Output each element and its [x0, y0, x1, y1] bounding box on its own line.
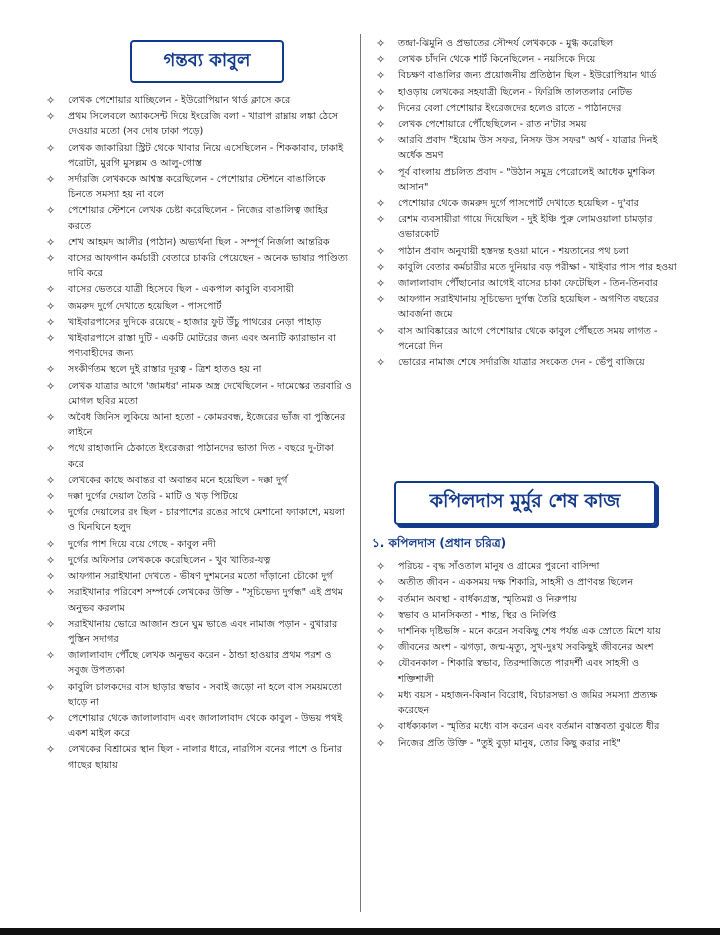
list-item-text: দুর্গের দেয়ালের রং ছিল - চারপাশের রঙের সাথে মেশানো ফ্যাকাশে, ময়লা ও ঘিনঘিনে হলুদ: [68, 507, 345, 534]
section-heading: ১. কপিলদাস (প্রধান চরিত্র): [372, 536, 507, 551]
list-item-text: পেশোয়ার স্টেশনে লেখক চেষ্টা করেছিলেন - নিজের বাঙালিত্ব জাহির করতে: [68, 205, 329, 232]
list-item-text: লেখক চাঁদনি থেকে শার্ট কিনেছিলেন - নয়সিকে দিয়ে: [398, 54, 596, 66]
list-item-text: খাইবারপাসে রাস্তা দুটি - একটি মোটরের জন্য এবং অন্যটি ক্যারাভান বা পণ্যবাহীদের জন্য: [68, 333, 337, 360]
list-item: [372, 133, 677, 163]
diamond-bullet-icon: ✧: [376, 244, 386, 258]
diamond-bullet-icon: ✧: [46, 379, 56, 393]
diamond-bullet-icon: ✧: [376, 69, 386, 83]
right-title: কপিলদাস মুর্মুর শেষ কাজ: [394, 481, 656, 525]
diamond-bullet-icon: ✧: [376, 324, 386, 338]
list-item: [42, 235, 352, 250]
diamond-bullet-icon: ✧: [46, 411, 56, 425]
list-item-text: দিনের বেলা পেশোয়ার ইংরেজদের হলেও রাতে - পাঠানদের: [398, 102, 622, 114]
diamond-bullet-icon: ✧: [46, 141, 56, 155]
list-item: [42, 648, 352, 678]
list-item: [42, 362, 352, 377]
diamond-bullet-icon: ✧: [376, 608, 386, 622]
list-item: [42, 569, 352, 584]
diamond-bullet-icon: ✧: [376, 134, 386, 148]
list-item: [372, 736, 677, 751]
list-item-text: বার্ধক্যকাল - স্মৃতির মধ্যে বাস করেন এবং বর্তমান বাস্তবতা বুঝতে ধীর: [398, 721, 660, 733]
spacer: [372, 371, 677, 481]
list-item: [42, 109, 352, 139]
list-item-text: শেখ আহমদ আলীর (পাঠান) অভ্যর্থনা ছিল - সম্পূর্ণ নির্জলা আন্তরিক: [68, 236, 330, 248]
list-item-text: খাইবারপাসের দুদিকে রয়েছে - হাজার ফুট উঁচু পাথরের নেড়া পাহাড়: [68, 316, 322, 328]
list-item-text: দক্কা দুর্গের দেয়াল তৈরি - মাটি ও খড় পিটিয়ে: [68, 491, 238, 503]
list-item-text: অবৈধ জিনিস লুকিয়ে আনা হতো - কোমরবন্ধ, ইজেরের ভাঁজ বা পুস্তিনের লাইনে: [68, 412, 346, 439]
list-item: [372, 276, 677, 291]
list-item: [372, 292, 677, 322]
list-item: [372, 324, 677, 354]
left-title: গন্তব্য কাবুল: [130, 40, 284, 83]
list-item-text: সংকীর্ণতম স্থলে দুই রাস্তার দূরত্ব - ত্রিশ হাতও হয় না: [68, 364, 262, 376]
list-item: [42, 680, 352, 710]
diamond-bullet-icon: ✧: [46, 473, 56, 487]
list-item-text: সর্দারজি লেখককে আশ্বস্ত করেছিলেন - পেশোয়ার স্টেশনে বাঙালিকে চিনতে সমস্যা হয় না বলে: [68, 174, 326, 201]
diamond-bullet-icon: ✧: [46, 537, 56, 551]
diamond-bullet-icon: ✧: [376, 356, 386, 370]
list-item-text: অতীত জীবন - একসময় দক্ষ শিকারি, সাহসী ও প্রাণবন্ত ছিলেন: [398, 577, 634, 589]
list-item: [42, 585, 352, 615]
list-item-text: দার্শনিক দৃষ্টিভঙ্গি - মনে করেন সবকিছু শেষ পর্যন্ত এক স্রোতে মিশে যায়: [398, 626, 661, 638]
diamond-bullet-icon: ✧: [376, 688, 386, 702]
diamond-bullet-icon: ✧: [46, 649, 56, 663]
list-item-text: জালালাবাদ পৌঁছানোর আগেই বাসের চাকা ফেটেছিল - তিন-তিনবার: [398, 278, 658, 290]
diamond-bullet-icon: ✧: [46, 173, 56, 187]
list-item: [42, 473, 352, 488]
list-item: [42, 93, 352, 108]
left-column: [42, 34, 352, 774]
diamond-bullet-icon: ✧: [46, 235, 56, 249]
list-item-text: কাবুলি বেতার কর্মচারীর মতে দুনিয়ার বড় পরীক্ষা - খাইবার পাস পার হওয়া: [398, 261, 677, 273]
list-item-text: দুর্গের অফিসার লেখককে করেছিলেন - খুব খাতির-যত্ন: [68, 554, 271, 566]
diamond-bullet-icon: ✧: [376, 641, 386, 655]
diamond-bullet-icon: ✧: [376, 118, 386, 132]
list-item-text: হাওড়ায় লেখকের সহযাত্রী ছিলেন - ফিরিঙ্গি তালতলার নেটিভ: [398, 86, 633, 98]
list-item-text: পথে রাহাজানি ঠেকাতে ইংরেজরা পাঠানদের ভাতা দিত - বছরে দু-টাকা করে: [68, 443, 334, 470]
diamond-bullet-icon: ✧: [376, 165, 386, 179]
diamond-bullet-icon: ✧: [46, 110, 56, 124]
list-item-text: পূর্ব বাংলায় প্রচলিত প্রবাদ - "উঠান সমুদ্র পেরোলেই আধেক মুশকিল আসান": [398, 166, 655, 193]
bottom-rule: [0, 928, 720, 935]
list-item: [42, 379, 352, 409]
diamond-bullet-icon: ✧: [46, 332, 56, 346]
diamond-bullet-icon: ✧: [376, 85, 386, 99]
list-item-text: আফগান সরাইখানায় সূচিভেদ্য দুর্গন্ধ তৈরি হয়েছিল - অগণিত বছরের আবর্জনা জমে: [398, 294, 659, 321]
list-item: [42, 172, 352, 202]
list-item: [372, 52, 677, 67]
list-item: [42, 251, 352, 281]
diamond-bullet-icon: ✧: [46, 442, 56, 456]
diamond-bullet-icon: ✧: [376, 560, 386, 574]
diamond-bullet-icon: ✧: [376, 197, 386, 211]
list-item: [42, 203, 352, 233]
list-item-text: পেশোয়ার থেকে জালালাবাদ এবং জালালাবাদ থেকে কাবুল - উভয় পথই একশ মাইল করে: [68, 712, 343, 740]
diamond-bullet-icon: ✧: [376, 576, 386, 590]
list-item-text: দুর্গের পাশ দিয়ে বয়ে গেছে - কাবুল নদী: [68, 538, 216, 550]
list-item: [372, 244, 677, 259]
list-item: [372, 165, 677, 195]
diamond-bullet-icon: ✧: [376, 625, 386, 639]
right-column: [372, 36, 677, 752]
list-item-text: লেখক যাত্রার আগে 'জামধর' নামক অস্ত্র দেখেছিলেন - দামেস্কের তরবারি ও মোগল ছবির মতো: [68, 380, 352, 407]
diamond-bullet-icon: ✧: [46, 204, 56, 218]
list-item-text: স্বভাব ও মানসিকতা - শান্ত, স্থির ও নির্লিপ্ত: [398, 609, 557, 621]
list-item-text: ভোরের নামাজ শেষে সর্দারজি যাত্রার সংকেত দেন - ভেঁপু বাজিয়ে: [398, 357, 645, 369]
list-item-text: জীবনের অংশ - ঝগড়া, জন্ম-মৃত্যু, সুখ-দুঃখ সবকিছুই জীবনের অংশ: [398, 642, 654, 654]
list-item: [42, 331, 352, 361]
list-item-text: লেখক পেশোয়ার যাচ্ছিলেন - ইউরোপিয়ান থার্ড ক্লাসে করে: [68, 95, 291, 106]
list-item: [372, 624, 677, 639]
list-item-text: মধ্য বয়স - মহাজন-কিষান বিরোধ, বিচারসভা ও জমির সমস্যা প্রত্যক্ষ করেছেন: [398, 689, 658, 717]
list-item-text: সরাইখানায় ভোরে আজান শুনে ঘুম ভাঙে এবং নামাজ পড়ান - বুখারার পুস্তিন সদাগর: [68, 618, 338, 645]
diamond-bullet-icon: ✧: [46, 743, 56, 757]
list-item-text: তন্দ্রা-ঝিমুনি ও প্রভাতের সৌন্দর্য লেখককে - মুগ্ধ করেছিল: [398, 38, 614, 49]
diamond-bullet-icon: ✧: [46, 490, 56, 504]
list-item-text: পেশোয়ার থেকে জমরুদ দুর্গে পাসপোর্ট দেখাতে হয়েছিল - দু'বার: [398, 198, 639, 210]
diamond-bullet-icon: ✧: [376, 277, 386, 291]
list-item: [372, 85, 677, 100]
list-item-text: বাসের ভেতরে যাত্রী হিসেবে ছিল - একপাল কাবুলি ব্যবসায়ী: [68, 284, 294, 296]
diamond-bullet-icon: ✧: [376, 37, 386, 50]
list-item: [42, 441, 352, 471]
list-item: [42, 299, 352, 314]
list-item: [372, 656, 677, 686]
list-item-text: যৌবনকাল - শিকারি স্বভাব, তিরন্দাজিতে পারদর্শী এবং সাহসী ও শক্তিশালী: [398, 658, 640, 685]
list-item-text: পরিচয় - বৃদ্ধ সাঁওতাল মানুষ ও গ্রামের পুরনো বাসিন্দা: [398, 561, 600, 573]
list-item: [372, 212, 677, 242]
diamond-bullet-icon: ✧: [46, 299, 56, 313]
diamond-bullet-icon: ✧: [46, 506, 56, 520]
list-item: [372, 592, 677, 607]
list-item-text: বাস আবিষ্কারের আগে পেশোয়ার থেকে কাবুল পৌঁছতে সময় লাগত - পনেরো দিন: [398, 325, 658, 352]
list-item: [372, 640, 677, 655]
diamond-bullet-icon: ✧: [376, 657, 386, 671]
list-item: [372, 719, 677, 734]
list-item: [372, 68, 677, 83]
left-bullet-list: [42, 93, 352, 773]
list-item: [42, 315, 352, 330]
list-item: [42, 537, 352, 552]
list-item: [42, 505, 352, 535]
list-item-text: জালালাবাদ পৌঁছে লেখক অনুভব করেন - ঠান্ডা হাওয়ার প্রথম পরশ ও সবুজ উপত্যকা: [68, 650, 332, 677]
diamond-bullet-icon: ✧: [46, 680, 56, 694]
list-item-text: আফগান সরাইখানা দেখতে - ভীষণ দুশমনের মতো দাঁড়ানো চৌকো দুর্গ: [68, 571, 333, 583]
list-item: [372, 196, 677, 211]
right-bullet-list-top: [372, 36, 677, 370]
diamond-bullet-icon: ✧: [46, 283, 56, 297]
diamond-bullet-icon: ✧: [46, 252, 56, 266]
diamond-bullet-icon: ✧: [46, 553, 56, 567]
diamond-bullet-icon: ✧: [376, 213, 386, 227]
list-item: [372, 260, 677, 275]
list-item: [372, 117, 677, 132]
diamond-bullet-icon: ✧: [376, 720, 386, 734]
list-item-text: লেখকের বিশ্রামের স্থান ছিল - নালার ধারে, নারগিস বনের পাশে ও চিনার গাছের ছায়ায়: [68, 744, 343, 771]
diamond-bullet-icon: ✧: [46, 94, 56, 107]
list-item-text: নিজের প্রতি উক্তি - "তুই বুড়া মানুষ, তোর কিছু করার নাই": [398, 737, 621, 749]
diamond-bullet-icon: ✧: [376, 260, 386, 274]
diamond-bullet-icon: ✧: [376, 53, 386, 67]
column-divider: [360, 34, 361, 912]
list-item: [372, 355, 677, 370]
list-item: [372, 101, 677, 116]
list-item: [372, 36, 677, 51]
list-item-text: সরাইখানার পরিবেশ সম্পর্কে লেখকের উক্তি - "সূচিভেদ্য দুর্গন্ধ" এই প্রথম অনুভব করলাম: [68, 587, 344, 614]
list-item: [42, 282, 352, 297]
list-item-text: বিচক্ষণ বাঙালির জন্য প্রয়োজনীয় প্রতিষ্ঠান ছিল - ইউরোপিয়ান থার্ড: [398, 70, 657, 82]
diamond-bullet-icon: ✧: [46, 617, 56, 631]
list-item-text: প্রথম সিলেবলে অ্যাকসেন্ট দিয়ে ইংরেজি বলা - খারাপ রাম্নায় লঙ্কা ঠেসে দেওয়ার মতো (সব দোষ ঢাকা পড়ে): [68, 111, 339, 138]
list-item: [372, 688, 677, 718]
diamond-bullet-icon: ✧: [376, 293, 386, 307]
diamond-bullet-icon: ✧: [376, 736, 386, 750]
diamond-bullet-icon: ✧: [376, 592, 386, 606]
diamond-bullet-icon: ✧: [376, 101, 386, 115]
list-item: [372, 608, 677, 623]
list-item: [42, 410, 352, 440]
list-item: [42, 711, 352, 741]
list-item-text: বাসের আফগান কর্মচারী বেতারে চাকরি পেয়েছেন - অনেক ভাষার পাণ্ডিত্য দাবি করে: [68, 253, 348, 280]
list-item-text: বর্তমান অবস্থা - বার্ধক্যগ্রস্ত, স্মৃতিমগ্ন ও নিরুপায়: [398, 593, 577, 605]
list-item-text: আরবি প্রবাদ "ইয়োম উস সফর, নিসফ উস সফর" অর্থ - যাত্রার দিনই অর্ধেক ভ্রমণ: [398, 135, 658, 162]
list-item-text: লেখক জাকারিয়া স্ট্রিট থেকে খাবার নিয়ে এসেছিলেন - শিককাবাব, ঢাকাই পরোটা, মুরগি মুসল্লম ও আলু-গোস্ত: [68, 142, 344, 169]
list-item-text: রেশম ব্যবসায়ীরা গায়ে দিয়েছিল - দুই ইঞ্চি পুরু লোমওয়ালা চামড়ার ওভারকোট: [398, 214, 653, 241]
list-item-text: পাঠান প্রবাদ অনুযায়ী হস্তদন্ত হওয়া মানে - শয়তানের পথ চলা: [398, 245, 629, 257]
right-bullet-list-bottom: [372, 559, 677, 750]
diamond-bullet-icon: ✧: [46, 570, 56, 584]
list-item: [372, 559, 677, 574]
list-item: [42, 141, 352, 171]
list-item: [372, 575, 677, 590]
diamond-bullet-icon: ✧: [46, 315, 56, 329]
list-item-text: লেখকের কাছে অবান্তর বা অবান্তব মনে হয়েছিল - দক্কা দুর্গ: [68, 474, 288, 486]
diamond-bullet-icon: ✧: [46, 363, 56, 377]
diamond-bullet-icon: ✧: [46, 711, 56, 725]
list-item: [42, 489, 352, 504]
list-item: [42, 617, 352, 647]
list-item: [42, 742, 352, 772]
list-item-text: কাবুলি চালকদের বাস ছাড়ার স্বভাব - সবাই জড়ো না হলে বাস সময়মতো ছাড়ে না: [68, 681, 342, 708]
list-item-text: জমরুদ দুর্গে দেখাতে হয়েছিল - পাসপোর্ট: [68, 300, 222, 312]
diamond-bullet-icon: ✧: [46, 586, 56, 600]
list-item-text: লেখক পেশোয়ারে পৌঁছেছিলেন - রাত ন'টার সময়: [398, 119, 587, 131]
list-item: [42, 553, 352, 568]
